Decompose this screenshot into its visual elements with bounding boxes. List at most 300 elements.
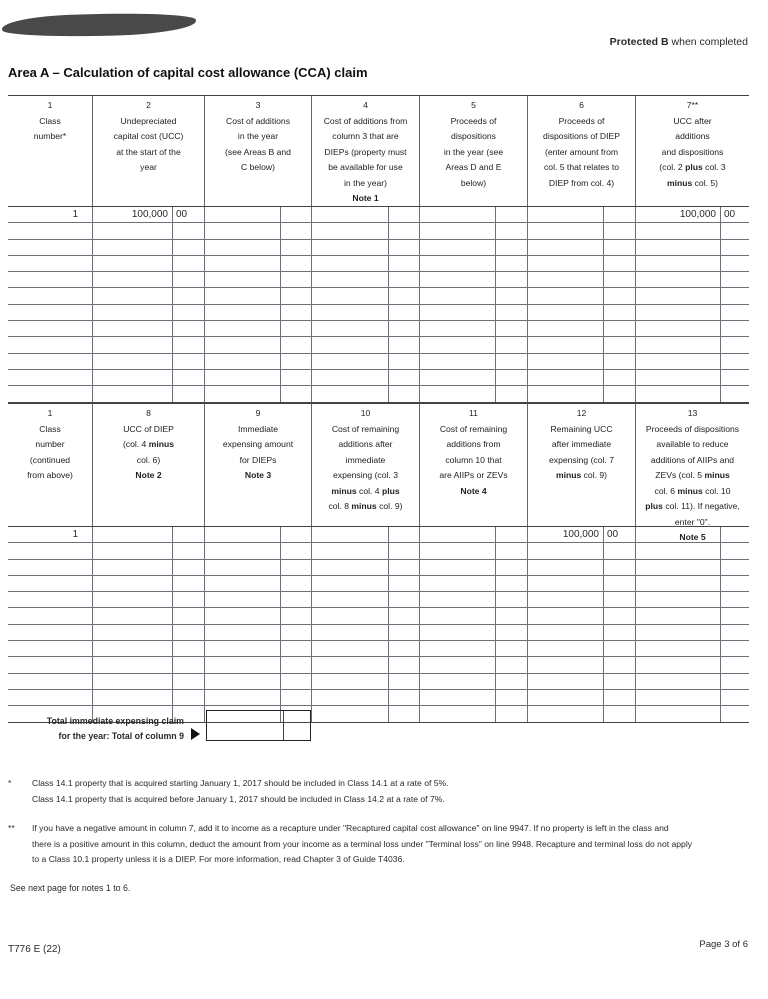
total-immediate-expensing-field[interactable] — [206, 710, 311, 741]
table1-cell-c0[interactable] — [8, 386, 93, 401]
table1-cell-c5-cents[interactable] — [604, 223, 636, 238]
table2-cell-c6[interactable] — [636, 560, 721, 575]
table1-cell-c1-cents[interactable] — [173, 321, 205, 336]
table1-cell-c1[interactable] — [93, 337, 173, 352]
table2-cell-c0[interactable] — [8, 690, 93, 705]
table2-cell-c4[interactable] — [420, 641, 496, 656]
table2-cell-c1[interactable] — [93, 543, 173, 558]
table1-cell-c0[interactable] — [8, 240, 93, 255]
table2-cell-c0[interactable] — [8, 641, 93, 656]
table1-cell-c1[interactable] — [93, 256, 173, 271]
table1-cell-c4-cents[interactable] — [496, 370, 528, 385]
table1-cell-c0[interactable] — [8, 354, 93, 369]
table2-cell-c3-cents[interactable] — [389, 641, 420, 656]
table2-cell-c0[interactable] — [8, 674, 93, 689]
table1-cell-c2-cents[interactable] — [281, 207, 312, 222]
table2-cell-c3-cents[interactable] — [389, 657, 420, 672]
table2-cell-c6-cents[interactable] — [721, 592, 749, 607]
table2-cell-c1-cents[interactable] — [173, 543, 205, 558]
table2-cell-c4[interactable] — [420, 657, 496, 672]
table1-cell-c3[interactable] — [312, 288, 389, 303]
table2-cell-c4[interactable] — [420, 543, 496, 558]
table2-cell-c5[interactable] — [528, 657, 604, 672]
table1-cell-c6-cents[interactable] — [721, 272, 749, 287]
table2-cell-c4-cents[interactable] — [496, 625, 528, 640]
table1-cell-c1-cents[interactable] — [173, 223, 205, 238]
table2-cell-c3-cents[interactable] — [389, 576, 420, 591]
table2-cell-c2[interactable] — [205, 560, 281, 575]
table2-cell-c5[interactable] — [528, 592, 604, 607]
table1-cell-c6[interactable] — [636, 370, 721, 385]
table2-cell-c3-cents[interactable] — [389, 706, 420, 721]
table2-cell-c2[interactable] — [205, 543, 281, 558]
table1-cell-c1[interactable] — [93, 305, 173, 320]
table1-cell-c5[interactable] — [528, 256, 604, 271]
table2-cell-c6-cents[interactable] — [721, 608, 749, 623]
table1-cell-c1-cents[interactable] — [173, 240, 205, 255]
table2-cell-c2-cents[interactable] — [281, 560, 312, 575]
table1-cell-c2-cents[interactable] — [281, 370, 312, 385]
table2-cell-c4[interactable] — [420, 576, 496, 591]
table1-cell-c4[interactable] — [420, 321, 496, 336]
table2-cell-c1-cents[interactable] — [173, 576, 205, 591]
table1-cell-c5[interactable] — [528, 321, 604, 336]
table1-cell-c3-cents[interactable] — [389, 207, 420, 222]
table2-cell-c1[interactable] — [93, 608, 173, 623]
table1-cell-c6[interactable]: 100,000 — [636, 207, 721, 222]
table2-cell-c4[interactable] — [420, 674, 496, 689]
table2-cell-c5-cents[interactable]: 00 — [604, 527, 636, 542]
table1-cell-c6-cents[interactable]: 00 — [724, 209, 736, 220]
table1-cell-c2[interactable] — [205, 370, 281, 385]
table2-cell-c3[interactable] — [312, 592, 389, 607]
table2-cell-c1[interactable] — [93, 674, 173, 689]
table1-cell-c1-cents[interactable] — [173, 288, 205, 303]
table2-cell-c4-cents[interactable] — [496, 674, 528, 689]
table1-cell-c5[interactable] — [528, 207, 604, 222]
table1-cell-c0[interactable] — [8, 223, 93, 238]
table2-cell-c5[interactable] — [528, 576, 604, 591]
table2-cell-c5[interactable] — [528, 674, 604, 689]
table1-cell-c4[interactable] — [420, 223, 496, 238]
table1-cell-c5[interactable] — [528, 305, 604, 320]
table1-cell-c4[interactable] — [420, 288, 496, 303]
table2-cell-c4[interactable] — [420, 625, 496, 640]
table2-cell-c3[interactable] — [312, 625, 389, 640]
table2-cell-c2-cents[interactable] — [281, 527, 312, 542]
table1-cell-c3-cents[interactable] — [389, 288, 420, 303]
table2-cell-c6-cents[interactable] — [721, 641, 749, 656]
table2-cell-c1[interactable] — [93, 592, 173, 607]
table1-cell-c6[interactable] — [636, 354, 721, 369]
table1-cell-c3[interactable] — [312, 386, 389, 401]
table2-cell-c1[interactable] — [93, 576, 173, 591]
table2-cell-c6[interactable] — [636, 592, 721, 607]
table2-cell-c2-cents[interactable] — [281, 543, 312, 558]
table2-cell-c3[interactable] — [312, 706, 389, 721]
table1-cell-c2[interactable] — [205, 272, 281, 287]
table2-cell-c2[interactable] — [205, 657, 281, 672]
table2-cell-c2-cents[interactable] — [281, 576, 312, 591]
table2-cell-c4-cents[interactable] — [496, 527, 528, 542]
table2-cell-c6[interactable] — [636, 576, 721, 591]
table2-cell-c3[interactable] — [312, 576, 389, 591]
table1-cell-c4-cents[interactable] — [496, 354, 528, 369]
table2-cell-c4[interactable] — [420, 592, 496, 607]
table2-cell-c1-cents[interactable] — [173, 657, 205, 672]
table1-cell-c3[interactable] — [312, 207, 389, 222]
table1-cell-c3-cents[interactable] — [389, 370, 420, 385]
table2-cell-c3-cents[interactable] — [389, 592, 420, 607]
table2-cell-c6[interactable] — [636, 641, 721, 656]
table1-cell-c5[interactable] — [528, 370, 604, 385]
table2-cell-c6[interactable] — [636, 657, 721, 672]
table1-cell-c6-cents[interactable] — [721, 386, 749, 401]
table1-cell-c5[interactable] — [528, 386, 604, 401]
table2-cell-c6[interactable] — [636, 690, 721, 705]
table2-cell-c2[interactable] — [205, 608, 281, 623]
table2-cell-c0[interactable] — [8, 608, 93, 623]
table1-cell-c1-cents[interactable] — [173, 256, 205, 271]
table1-cell-c4[interactable] — [420, 370, 496, 385]
table1-cell-c6-cents[interactable] — [721, 354, 749, 369]
table2-cell-c6-cents[interactable] — [721, 560, 749, 575]
table2-cell-c6[interactable] — [636, 674, 721, 689]
table1-cell-c5[interactable] — [528, 354, 604, 369]
table1-cell-c5-cents[interactable] — [604, 240, 636, 255]
table1-cell-c4[interactable] — [420, 386, 496, 401]
table2-cell-c5[interactable]: 100,000 — [528, 527, 604, 542]
table2-cell-c6-cents[interactable] — [721, 690, 749, 705]
table1-cell-c0[interactable] — [8, 288, 93, 303]
table2-cell-c0[interactable] — [8, 657, 93, 672]
table2-cell-c0[interactable]: 1 — [8, 527, 93, 542]
table1-cell-c6-cents[interactable] — [721, 321, 749, 336]
table2-cell-c6[interactable] — [636, 706, 721, 721]
table2-cell-c0[interactable] — [8, 576, 93, 591]
table1-cell-c3[interactable] — [312, 305, 389, 320]
table1-cell-c5-cents[interactable] — [604, 337, 636, 352]
table2-cell-c3[interactable] — [312, 608, 389, 623]
table1-cell-c5[interactable] — [528, 288, 604, 303]
table1-cell-c3[interactable] — [312, 354, 389, 369]
table1-cell-c4-cents[interactable] — [496, 321, 528, 336]
table2-cell-c1[interactable] — [93, 625, 173, 640]
table2-cell-c2-cents[interactable] — [281, 592, 312, 607]
table2-cell-c6-cents[interactable] — [721, 625, 749, 640]
table1-cell-c3[interactable] — [312, 337, 389, 352]
table2-cell-c3-cents[interactable] — [389, 560, 420, 575]
table1-cell-c4-cents[interactable] — [496, 288, 528, 303]
table1-cell-c1-cents[interactable] — [173, 337, 205, 352]
table1-cell-c1[interactable] — [93, 370, 173, 385]
table1-cell-c5-cents[interactable] — [604, 207, 636, 222]
table1-cell-c1[interactable] — [93, 321, 173, 336]
table2-cell-c5-cents[interactable] — [604, 690, 636, 705]
table1-cell-c5[interactable] — [528, 272, 604, 287]
table1-cell-c1-cents[interactable] — [173, 272, 205, 287]
table2-cell-c3[interactable] — [312, 543, 389, 558]
table1-cell-c1[interactable] — [93, 272, 173, 287]
table1-cell-c4[interactable] — [420, 207, 496, 222]
table1-cell-c2-cents[interactable] — [281, 223, 312, 238]
table1-cell-c3[interactable] — [312, 256, 389, 271]
table1-cell-c1-cents[interactable]: 00 — [173, 207, 205, 222]
table1-cell-c6[interactable] — [636, 337, 721, 352]
table2-cell-c2[interactable] — [205, 674, 281, 689]
table1-cell-c1-cents[interactable] — [173, 305, 205, 320]
table2-cell-c4-cents[interactable] — [496, 641, 528, 656]
table2-cell-c5-cents[interactable] — [604, 657, 636, 672]
table1-cell-c2-cents[interactable] — [281, 240, 312, 255]
table2-cell-c3-cents[interactable] — [389, 527, 420, 542]
table1-cell-c3-cents[interactable] — [389, 321, 420, 336]
table1-cell-c6[interactable] — [636, 321, 721, 336]
table1-cell-c6-cents[interactable] — [721, 223, 749, 238]
table2-cell-c2[interactable] — [205, 641, 281, 656]
table2-cell-c0[interactable] — [8, 560, 93, 575]
table2-cell-c1[interactable] — [93, 657, 173, 672]
table2-cell-c2[interactable] — [205, 527, 281, 542]
table2-cell-c5-cents[interactable] — [604, 543, 636, 558]
table2-cell-c1-cents[interactable] — [173, 608, 205, 623]
table2-cell-c5[interactable] — [528, 560, 604, 575]
table2-cell-c4-cents[interactable] — [496, 592, 528, 607]
table2-cell-c5-cents[interactable] — [604, 706, 636, 721]
table2-cell-c3-cents[interactable] — [389, 608, 420, 623]
table1-cell-c5[interactable] — [528, 337, 604, 352]
table2-cell-c3[interactable] — [312, 641, 389, 656]
table1-cell-c3-cents[interactable] — [389, 256, 420, 271]
table1-cell-c2[interactable] — [205, 240, 281, 255]
table1-cell-c6-cents[interactable] — [721, 288, 749, 303]
table2-cell-c2-cents[interactable] — [281, 657, 312, 672]
table2-cell-c2-cents[interactable] — [281, 641, 312, 656]
table2-cell-c3[interactable] — [312, 690, 389, 705]
table1-cell-c4[interactable] — [420, 272, 496, 287]
table2-cell-c4[interactable] — [420, 690, 496, 705]
table1-cell-c0[interactable] — [8, 321, 93, 336]
table1-cell-c4-cents[interactable] — [496, 386, 528, 401]
table1-cell-c2[interactable] — [205, 207, 281, 222]
table1-cell-c6-cents[interactable] — [721, 256, 749, 271]
table1-cell-c6-cents[interactable] — [721, 305, 749, 320]
table1-cell-c5[interactable] — [528, 223, 604, 238]
table2-cell-c5-cents[interactable] — [604, 625, 636, 640]
table2-cell-c2-cents[interactable] — [281, 608, 312, 623]
table2-cell-c6-cents[interactable] — [721, 674, 749, 689]
table2-cell-c4-cents[interactable] — [496, 543, 528, 558]
table2-cell-c6[interactable] — [636, 625, 721, 640]
table2-cell-c1[interactable] — [93, 560, 173, 575]
table2-cell-c5-cents[interactable] — [604, 674, 636, 689]
table1-cell-c6[interactable] — [636, 288, 721, 303]
table1-cell-c1[interactable] — [93, 386, 173, 401]
table1-cell-c6[interactable] — [636, 240, 721, 255]
table2-cell-c3[interactable] — [312, 674, 389, 689]
table1-cell-c3-cents[interactable] — [389, 305, 420, 320]
table2-cell-c5-cents[interactable] — [604, 608, 636, 623]
table1-cell-c6-cents[interactable] — [721, 370, 749, 385]
table1-cell-c2[interactable] — [205, 288, 281, 303]
table1-cell-c2-cents[interactable] — [281, 337, 312, 352]
table1-cell-c5-cents[interactable] — [604, 321, 636, 336]
table1-cell-c4-cents[interactable] — [496, 223, 528, 238]
table2-cell-c1-cents[interactable] — [173, 625, 205, 640]
table2-cell-c2-cents[interactable] — [281, 690, 312, 705]
table1-cell-c1[interactable] — [93, 288, 173, 303]
table2-cell-c1-cents[interactable] — [173, 690, 205, 705]
table2-cell-c4[interactable] — [420, 608, 496, 623]
table2-cell-c3-cents[interactable] — [389, 625, 420, 640]
table1-cell-c5-cents[interactable] — [604, 272, 636, 287]
table2-cell-c2[interactable] — [205, 592, 281, 607]
table1-cell-c2[interactable] — [205, 337, 281, 352]
table1-cell-c2-cents[interactable] — [281, 305, 312, 320]
table1-cell-c2[interactable] — [205, 321, 281, 336]
table2-cell-c5[interactable] — [528, 608, 604, 623]
table1-cell-c1[interactable] — [93, 354, 173, 369]
table1-cell-c4-cents[interactable] — [496, 337, 528, 352]
table1-cell-c2-cents[interactable] — [281, 272, 312, 287]
table2-cell-c6-cents[interactable] — [721, 706, 749, 721]
table1-cell-c3[interactable] — [312, 223, 389, 238]
table1-cell-c0[interactable] — [8, 256, 93, 271]
table2-cell-c1-cents[interactable] — [173, 527, 205, 542]
table2-cell-c5-cents[interactable] — [604, 576, 636, 591]
table2-cell-c3-cents[interactable] — [389, 690, 420, 705]
table1-cell-c3-cents[interactable] — [389, 240, 420, 255]
table2-cell-c4[interactable] — [420, 706, 496, 721]
table2-cell-c3-cents[interactable] — [389, 543, 420, 558]
table2-cell-c5-cents[interactable] — [604, 560, 636, 575]
table1-cell-c3-cents[interactable] — [389, 354, 420, 369]
table2-cell-c3[interactable] — [312, 527, 389, 542]
table1-cell-c2[interactable] — [205, 256, 281, 271]
table2-cell-c2[interactable] — [205, 576, 281, 591]
table2-cell-c4-cents[interactable] — [496, 560, 528, 575]
table1-cell-c2-cents[interactable] — [281, 321, 312, 336]
table1-cell-c5-cents[interactable] — [604, 386, 636, 401]
table1-cell-c4[interactable] — [420, 337, 496, 352]
table1-cell-c6[interactable] — [636, 386, 721, 401]
table2-cell-c2[interactable] — [205, 625, 281, 640]
table1-cell-c1-cents[interactable] — [173, 354, 205, 369]
table2-cell-c5[interactable] — [528, 641, 604, 656]
table1-cell-c2-cents[interactable] — [281, 386, 312, 401]
table2-cell-c4-cents[interactable] — [496, 706, 528, 721]
table2-cell-c2-cents[interactable] — [281, 625, 312, 640]
table2-cell-c6-cents[interactable] — [721, 543, 749, 558]
table1-cell-c5-cents[interactable] — [604, 354, 636, 369]
table2-cell-c6[interactable] — [636, 527, 721, 542]
table2-cell-c3[interactable] — [312, 560, 389, 575]
table1-cell-c6[interactable] — [636, 256, 721, 271]
table1-cell-c1-cents[interactable] — [173, 370, 205, 385]
table1-cell-c1[interactable] — [93, 223, 173, 238]
table1-cell-c2-cents[interactable] — [281, 256, 312, 271]
table1-cell-c3[interactable] — [312, 321, 389, 336]
table1-cell-c4[interactable] — [420, 354, 496, 369]
table2-cell-c6[interactable] — [636, 608, 721, 623]
table1-cell-c3-cents[interactable] — [389, 223, 420, 238]
table2-cell-c6[interactable] — [636, 543, 721, 558]
table1-cell-c4[interactable] — [420, 240, 496, 255]
table2-cell-c0[interactable] — [8, 592, 93, 607]
table1-cell-c2[interactable] — [205, 386, 281, 401]
table2-cell-c1-cents[interactable] — [173, 592, 205, 607]
table1-cell-c1[interactable]: 100,000 — [93, 207, 173, 222]
table1-cell-c6-cents[interactable] — [721, 337, 749, 352]
table1-cell-c6[interactable] — [636, 305, 721, 320]
table2-cell-c3-cents[interactable] — [389, 674, 420, 689]
table2-cell-c1[interactable] — [93, 641, 173, 656]
table1-cell-c5-cents[interactable] — [604, 370, 636, 385]
table2-cell-c4-cents[interactable] — [496, 608, 528, 623]
table1-cell-c0[interactable] — [8, 305, 93, 320]
table2-cell-c6-cents[interactable] — [721, 527, 749, 542]
table2-cell-c1-cents[interactable] — [173, 560, 205, 575]
table1-cell-c2[interactable] — [205, 223, 281, 238]
table2-cell-c0[interactable] — [8, 543, 93, 558]
table1-cell-c2-cents[interactable] — [281, 288, 312, 303]
table1-cell-c5-cents[interactable] — [604, 305, 636, 320]
table2-cell-c1-cents[interactable] — [173, 641, 205, 656]
table1-cell-c5[interactable] — [528, 240, 604, 255]
table2-cell-c1-cents[interactable] — [173, 674, 205, 689]
table1-cell-c4-cents[interactable] — [496, 256, 528, 271]
table1-cell-c6-cents[interactable] — [721, 240, 749, 255]
table2-cell-c5[interactable] — [528, 690, 604, 705]
table1-cell-c1-cents[interactable] — [173, 386, 205, 401]
table1-cell-c3-cents[interactable] — [389, 272, 420, 287]
table1-cell-c4-cents[interactable] — [496, 305, 528, 320]
table2-cell-c0[interactable] — [8, 625, 93, 640]
table2-cell-c2[interactable] — [205, 690, 281, 705]
table1-cell-c4[interactable] — [420, 305, 496, 320]
table1-cell-c1[interactable] — [93, 240, 173, 255]
table2-cell-c5[interactable] — [528, 543, 604, 558]
table2-cell-c5[interactable] — [528, 625, 604, 640]
table2-cell-c2-cents[interactable] — [281, 674, 312, 689]
table2-cell-c1[interactable] — [93, 527, 173, 542]
table1-cell-c4-cents[interactable] — [496, 272, 528, 287]
table1-cell-c6[interactable] — [636, 223, 721, 238]
table1-cell-c0[interactable] — [8, 272, 93, 287]
table2-cell-c6-cents[interactable] — [721, 657, 749, 672]
table1-cell-c2[interactable] — [205, 305, 281, 320]
table1-cell-c2-cents[interactable] — [281, 354, 312, 369]
table2-cell-c6-cents[interactable] — [721, 576, 749, 591]
table2-cell-c5-cents[interactable] — [604, 641, 636, 656]
table2-cell-c5[interactable] — [528, 706, 604, 721]
table1-cell-c4-cents[interactable] — [496, 240, 528, 255]
total-dollars-cell[interactable] — [207, 711, 284, 740]
table1-cell-c4[interactable] — [420, 256, 496, 271]
table1-cell-c0[interactable]: 1 — [8, 207, 93, 222]
table1-cell-c5-cents[interactable] — [604, 288, 636, 303]
table2-cell-c4[interactable] — [420, 560, 496, 575]
table2-cell-c4[interactable] — [420, 527, 496, 542]
table2-cell-c3[interactable] — [312, 657, 389, 672]
table1-cell-c0[interactable] — [8, 337, 93, 352]
table1-cell-c3[interactable] — [312, 370, 389, 385]
table1-cell-c3[interactable] — [312, 272, 389, 287]
table1-cell-c3-cents[interactable] — [389, 386, 420, 401]
table1-cell-c3[interactable] — [312, 240, 389, 255]
table2-cell-c4-cents[interactable] — [496, 657, 528, 672]
table2-cell-c4-cents[interactable] — [496, 690, 528, 705]
